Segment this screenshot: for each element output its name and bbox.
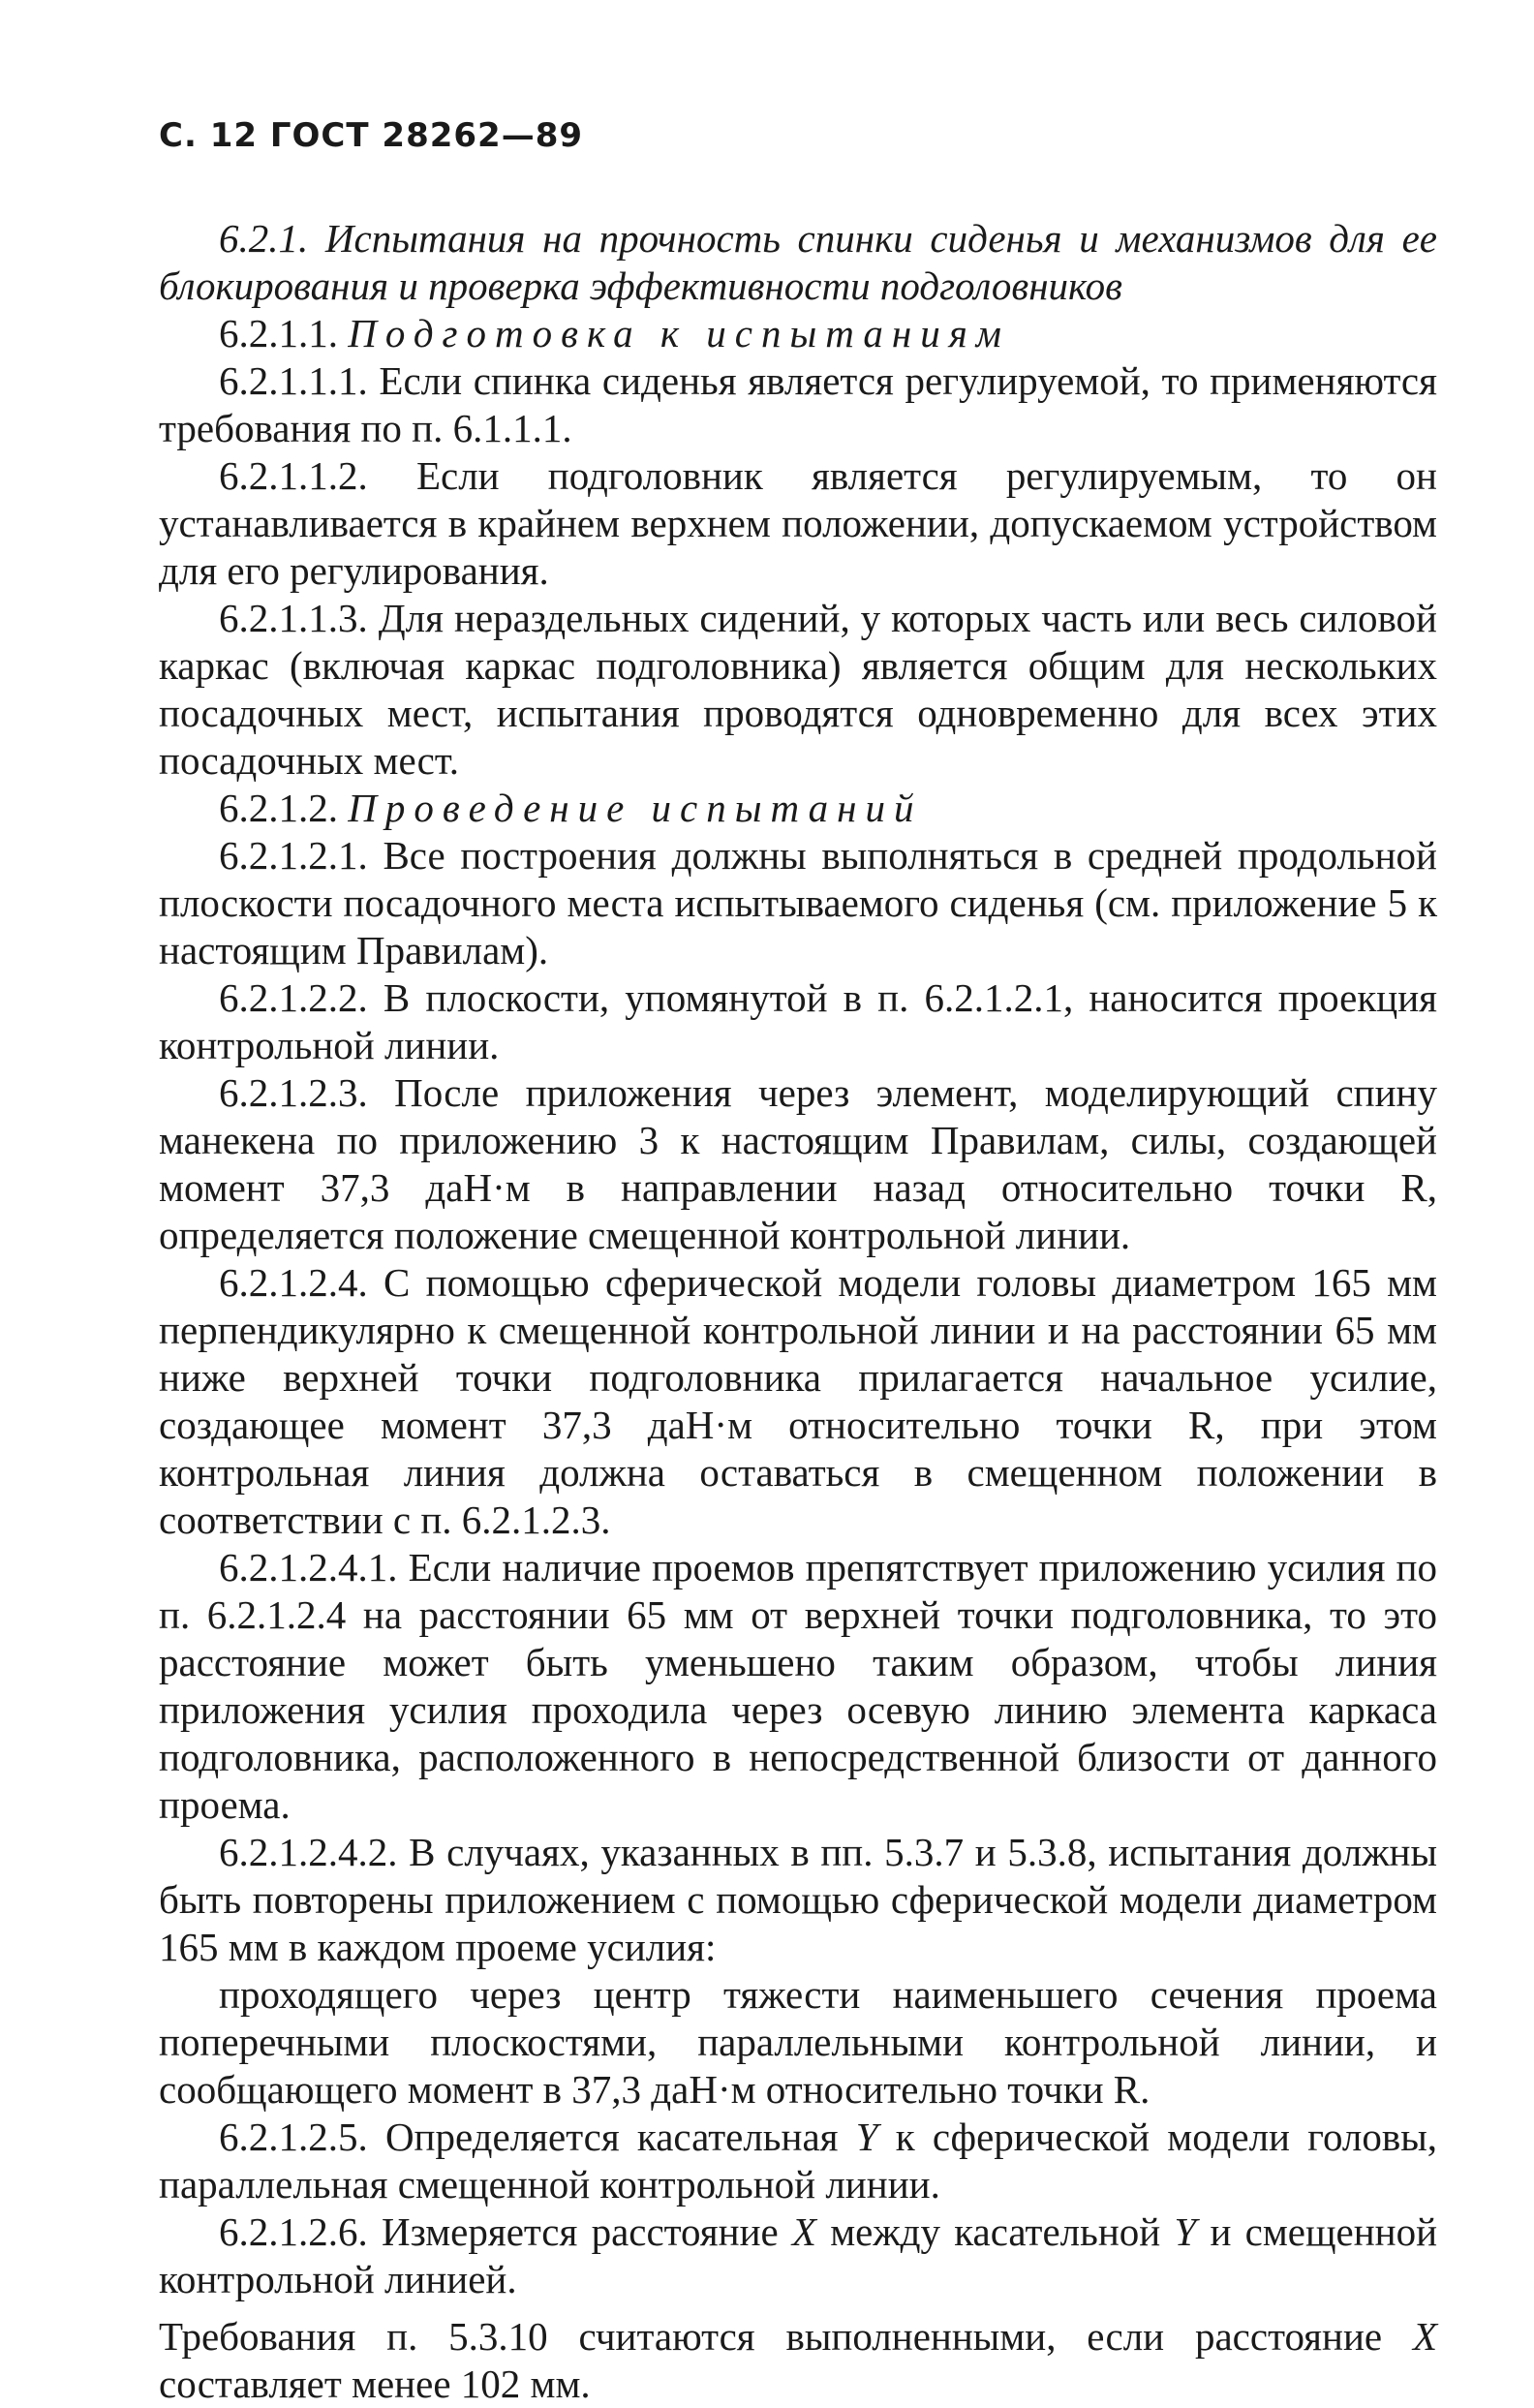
subsection-title: Подготовка к испытаниям bbox=[348, 311, 1010, 355]
clause-text: Если спинка сиденья является регулируемой, то применяются требования по п. 6.1.1.1. bbox=[159, 358, 1437, 450]
clause-number: 6.2.1.2.4.2. bbox=[219, 1830, 398, 1874]
clause bbox=[159, 357, 1437, 452]
clause-text: Требования п. 5.3.10 считаются выполненными, если расстояние bbox=[159, 2314, 1383, 2359]
clause-text: Определяется касательная bbox=[384, 2115, 839, 2159]
clause-text: к сферической модели головы, параллельная смещенной контрольной линии. bbox=[159, 2115, 1438, 2207]
clause-text: Все построения должны выполняться в средней продольной плоскости посадочного места испытываемого сиденья (см. приложение 5 к настоящим Правилам). bbox=[159, 833, 1438, 972]
clause bbox=[159, 1069, 1437, 1259]
clause-text: С помощью сферической модели головы диаметром 165 мм перпендикулярно к смещенной контрольной линии и на расстоянии 65 мм ниже верхней точки подголовника прилагается начальное усилие, создающее момент 37,3 даН·м относительно точки R, при этом контрольная линия должна оставаться в смещенном положении в соответствии с п. 6.2.1.2.3. bbox=[159, 1260, 1438, 1542]
subsection-heading bbox=[159, 310, 1437, 357]
clause-number: 6.2.1.2.4.1. bbox=[219, 1545, 398, 1590]
clause bbox=[159, 595, 1437, 785]
clause-text: В плоскости, упомянутой в п. 6.2.1.2.1, наносится проекция контрольной линии. bbox=[159, 975, 1438, 1067]
page-header: С. 12 ГОСТ 28262—89 bbox=[159, 116, 584, 155]
clause bbox=[159, 1259, 1437, 1544]
clause bbox=[159, 2208, 1437, 2303]
clause-text: Для нераздельных сидений, у которых часть или весь силовой каркас (включая каркас подголовника) является общим для нескольких посадочных мест, испытания проводятся одновременно для всех этих посадочных мест. bbox=[159, 596, 1438, 783]
clause-text: Измеряется расстояние bbox=[381, 2209, 779, 2254]
clause-number: 6.2.1.1.3. bbox=[219, 596, 368, 640]
clause-text: Если подголовник является регулируемым, то он устанавливается в крайнем верхнем положении, допускаемом устройством для его регулирования. bbox=[159, 453, 1437, 593]
variable-x: X bbox=[791, 2209, 816, 2254]
clause-text: составляет менее 102 мм. bbox=[159, 2362, 591, 2406]
clause bbox=[159, 1829, 1437, 1971]
clause-text: проходящего через центр тяжести наименьшего сечения проема поперечными плоскостями, параллельными контрольной линии, и сообщающего момент в 37,3 даН·м относительно точки R. bbox=[159, 1972, 1437, 2112]
clause bbox=[159, 2114, 1437, 2208]
conclusion-paragraph bbox=[159, 2313, 1437, 2408]
subsection-heading bbox=[159, 785, 1437, 832]
subsection-title: Проведение испытаний bbox=[348, 786, 923, 830]
clause-number: 6.2.1.2. bbox=[219, 786, 338, 830]
clause-number: 6.2.1.2.6. bbox=[219, 2209, 368, 2254]
clause-text: и смещенной контрольной линией. bbox=[159, 2209, 1438, 2301]
clause-text: В случаях, указанных в пп. 5.3.7 и 5.3.8, испытания должны быть повторены приложением с помощью сферической модели диаметром 165 мм в каждом проеме усилия: bbox=[159, 1830, 1438, 1969]
section-heading bbox=[159, 215, 1437, 310]
clause-number: 6.2.1.2.1. bbox=[219, 833, 368, 878]
clause-continuation bbox=[159, 1971, 1437, 2114]
clause-number: 6.2.1.2.4. bbox=[219, 1260, 368, 1305]
section-number: 6.2.1. bbox=[219, 216, 309, 261]
variable-y: Y bbox=[1174, 2209, 1197, 2254]
clause bbox=[159, 1544, 1437, 1829]
clause bbox=[159, 452, 1437, 595]
clause bbox=[159, 974, 1437, 1069]
section-title: Испытания на прочность спинки сиденья и механизмов для ее блокирования и проверка эффективности подголовников bbox=[159, 216, 1438, 308]
clause-number: 6.2.1.1.2. bbox=[219, 453, 368, 498]
variable-y: Y bbox=[855, 2115, 878, 2159]
clause-number: 6.2.1.1.1. bbox=[219, 358, 368, 403]
clause-text: Если наличие проемов препятствует приложению усилия по п. 6.2.1.2.4 на расстоянии 65 мм от верхней точки подголовника, то это расстояние может быть уменьшено таким образом, чтобы линия приложения усилия проходила через осевую линию элемента каркаса подголовника, расположенного в непосредственной близости от данного проема. bbox=[159, 1545, 1438, 1827]
clause-text: После приложения через элемент, моделирующий спину манекена по приложению 3 к настоящим Правилам, силы, создающей момент 37,3 даН·м в направлении назад относительно точки R, определяется положение смещенной контрольной линии. bbox=[159, 1070, 1437, 1257]
clause-number: 6.2.1.2.3. bbox=[219, 1070, 368, 1115]
clause-number: 6.2.1.2.5. bbox=[219, 2115, 368, 2159]
clause-number: 6.2.1.1. bbox=[219, 311, 338, 355]
clause bbox=[159, 832, 1437, 974]
variable-x: X bbox=[1412, 2314, 1438, 2359]
clause-number: 6.2.1.2.2. bbox=[219, 975, 368, 1020]
document-page bbox=[159, 107, 1437, 2408]
clause-text: между касательной bbox=[830, 2209, 1161, 2254]
